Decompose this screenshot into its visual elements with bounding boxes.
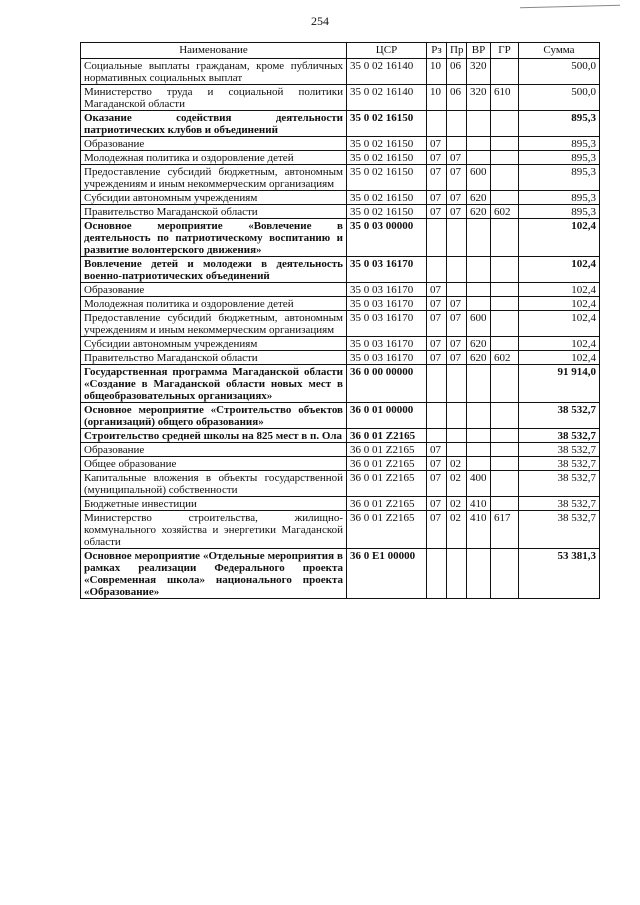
cell-csr: 35 0 02 16150 (347, 165, 427, 191)
cell-csr: 36 0 01 Z2165 (347, 457, 427, 471)
table-row (81, 443, 600, 457)
cell-pr: 07 (447, 311, 467, 337)
cell-csr: 35 0 02 16140 (347, 59, 427, 85)
cell-vr: 600 (467, 311, 491, 337)
cell-rz (427, 365, 447, 403)
cell-csr: 36 0 00 00000 (347, 365, 427, 403)
cell-rz: 10 (427, 59, 447, 85)
table-row (81, 257, 600, 283)
cell-vr (467, 137, 491, 151)
page-number: 254 (311, 14, 329, 28)
header-name: Наименование (81, 43, 347, 59)
cell-name: Министерство труда и социальной политики Магаданской области (81, 85, 347, 111)
table-row (81, 351, 600, 365)
cell-csr: 35 0 02 16150 (347, 205, 427, 219)
cell-sum: 895,3 (519, 151, 600, 165)
cell-pr: 06 (447, 85, 467, 111)
cell-pr (447, 403, 467, 429)
cell-sum: 53 381,3 (519, 549, 600, 599)
cell-name: Предоставление субсидий бюджетным, автономным учреждениям и иным некоммерческим организациям (81, 165, 347, 191)
cell-name: Социальные выплаты гражданам, кроме публичных нормативных социальных выплат (81, 59, 347, 85)
cell-pr: 07 (447, 165, 467, 191)
cell-rz: 07 (427, 337, 447, 351)
cell-csr: 36 0 01 Z2165 (347, 511, 427, 549)
cell-csr: 35 0 02 16150 (347, 111, 427, 137)
cell-sum: 38 532,7 (519, 403, 600, 429)
cell-csr: 35 0 02 16150 (347, 191, 427, 205)
cell-name: Основное мероприятие «Строительство объектов (организаций) общего образования» (81, 403, 347, 429)
cell-pr (447, 443, 467, 457)
budget-table (80, 42, 600, 599)
cell-name: Основное мероприятие «Отдельные мероприятия в рамках реализации Федерального проекта «Современная школа» национального проекта «Образование» (81, 549, 347, 599)
cell-vr (467, 457, 491, 471)
table-row (81, 297, 600, 311)
header-vr: ВР (467, 43, 491, 59)
cell-vr (467, 429, 491, 443)
scan-artifact-line (520, 5, 620, 9)
cell-vr (467, 365, 491, 403)
cell-gr: 617 (491, 511, 519, 549)
cell-rz: 07 (427, 311, 447, 337)
cell-gr (491, 457, 519, 471)
cell-gr (491, 137, 519, 151)
table-row (81, 283, 600, 297)
cell-csr: 35 0 03 16170 (347, 351, 427, 365)
table-row (81, 365, 600, 403)
cell-sum: 102,4 (519, 257, 600, 283)
cell-rz: 07 (427, 351, 447, 365)
cell-sum: 38 532,7 (519, 457, 600, 471)
cell-rz: 07 (427, 511, 447, 549)
cell-name: Капитальные вложения в объекты государственной (муниципальной) собственности (81, 471, 347, 497)
cell-name: Субсидии автономным учреждениям (81, 191, 347, 205)
cell-gr (491, 165, 519, 191)
cell-csr: 35 0 02 16150 (347, 137, 427, 151)
cell-rz (427, 549, 447, 599)
cell-gr (491, 59, 519, 85)
header-sum: Сумма (519, 43, 600, 59)
cell-rz: 07 (427, 137, 447, 151)
header-csr: ЦСР (347, 43, 427, 59)
cell-pr: 07 (447, 205, 467, 219)
cell-gr (491, 365, 519, 403)
table-row (81, 219, 600, 257)
cell-pr: 07 (447, 151, 467, 165)
table-row (81, 191, 600, 205)
cell-vr (467, 403, 491, 429)
cell-sum: 102,4 (519, 337, 600, 351)
table-row (81, 429, 600, 443)
cell-pr (447, 137, 467, 151)
table-row (81, 511, 600, 549)
cell-vr: 620 (467, 205, 491, 219)
cell-sum: 102,4 (519, 297, 600, 311)
cell-vr (467, 111, 491, 137)
cell-pr (447, 283, 467, 297)
cell-rz: 07 (427, 283, 447, 297)
cell-pr (447, 257, 467, 283)
cell-name: Образование (81, 283, 347, 297)
cell-name: Вовлечение детей и молодежи в деятельность военно-патриотических объединений (81, 257, 347, 283)
cell-name: Правительство Магаданской области (81, 205, 347, 219)
table-row (81, 337, 600, 351)
cell-gr (491, 297, 519, 311)
cell-vr: 620 (467, 351, 491, 365)
header-rz: Рз (427, 43, 447, 59)
cell-pr: 07 (447, 351, 467, 365)
cell-rz (427, 257, 447, 283)
cell-gr (491, 497, 519, 511)
cell-vr (467, 283, 491, 297)
cell-name: Образование (81, 137, 347, 151)
cell-sum: 102,4 (519, 283, 600, 297)
table-row (81, 403, 600, 429)
table-row (81, 165, 600, 191)
cell-sum: 38 532,7 (519, 511, 600, 549)
cell-rz: 07 (427, 497, 447, 511)
table-row (81, 137, 600, 151)
cell-vr (467, 549, 491, 599)
cell-name: Образование (81, 443, 347, 457)
table-row (81, 111, 600, 137)
cell-gr (491, 283, 519, 297)
cell-vr: 410 (467, 497, 491, 511)
cell-pr: 07 (447, 191, 467, 205)
cell-name: Основное мероприятие «Вовлечение в деятельность по патриотическому воспитанию и развитие волонтерского движения» (81, 219, 347, 257)
cell-pr (447, 549, 467, 599)
cell-sum: 895,3 (519, 137, 600, 151)
cell-sum: 38 532,7 (519, 443, 600, 457)
table-row (81, 497, 600, 511)
cell-name: Предоставление субсидий бюджетным, автономным учреждениям и иным некоммерческим организациям (81, 311, 347, 337)
cell-csr: 35 0 03 00000 (347, 219, 427, 257)
cell-sum: 895,3 (519, 191, 600, 205)
cell-name: Государственная программа Магаданской области «Создание в Магаданской области новых мест в общеобразовательных организациях» (81, 365, 347, 403)
cell-rz: 07 (427, 457, 447, 471)
cell-csr: 36 0 01 00000 (347, 403, 427, 429)
cell-pr (447, 219, 467, 257)
cell-csr: 35 0 03 16170 (347, 297, 427, 311)
cell-vr (467, 257, 491, 283)
cell-gr (491, 219, 519, 257)
cell-csr: 36 0 E1 00000 (347, 549, 427, 599)
cell-gr: 602 (491, 351, 519, 365)
cell-sum: 102,4 (519, 219, 600, 257)
cell-rz: 07 (427, 151, 447, 165)
cell-csr: 35 0 02 16150 (347, 151, 427, 165)
cell-sum: 500,0 (519, 85, 600, 111)
cell-vr (467, 297, 491, 311)
cell-gr (491, 311, 519, 337)
cell-rz: 07 (427, 205, 447, 219)
cell-gr: 610 (491, 85, 519, 111)
cell-csr: 35 0 03 16170 (347, 257, 427, 283)
cell-name: Строительство средней школы на 825 мест в п. Ола (81, 429, 347, 443)
cell-sum: 102,4 (519, 351, 600, 365)
cell-sum: 895,3 (519, 111, 600, 137)
cell-vr: 620 (467, 191, 491, 205)
cell-rz: 07 (427, 443, 447, 457)
cell-rz: 07 (427, 297, 447, 311)
cell-pr: 02 (447, 511, 467, 549)
cell-name: Молодежная политика и оздоровление детей (81, 151, 347, 165)
header-gr: ГР (491, 43, 519, 59)
cell-pr: 07 (447, 337, 467, 351)
cell-csr: 35 0 03 16170 (347, 337, 427, 351)
cell-pr: 06 (447, 59, 467, 85)
cell-sum: 38 532,7 (519, 471, 600, 497)
cell-vr: 600 (467, 165, 491, 191)
cell-sum: 38 532,7 (519, 429, 600, 443)
cell-rz: 07 (427, 165, 447, 191)
cell-name: Оказание содействия деятельности патриотических клубов и объединений (81, 111, 347, 137)
cell-gr (491, 429, 519, 443)
cell-gr (491, 111, 519, 137)
cell-sum: 91 914,0 (519, 365, 600, 403)
cell-pr: 02 (447, 497, 467, 511)
cell-sum: 500,0 (519, 59, 600, 85)
table-header-row (81, 43, 600, 59)
cell-vr (467, 443, 491, 457)
cell-gr (491, 151, 519, 165)
cell-csr: 35 0 03 16170 (347, 311, 427, 337)
cell-gr (491, 549, 519, 599)
cell-vr: 320 (467, 85, 491, 111)
cell-pr (447, 365, 467, 403)
cell-pr: 07 (447, 297, 467, 311)
cell-pr (447, 429, 467, 443)
table-row (81, 205, 600, 219)
cell-csr: 36 0 01 Z2165 (347, 443, 427, 457)
cell-gr (491, 337, 519, 351)
cell-gr (491, 471, 519, 497)
cell-csr: 36 0 01 Z2165 (347, 471, 427, 497)
table-row (81, 151, 600, 165)
cell-rz (427, 429, 447, 443)
cell-vr: 620 (467, 337, 491, 351)
cell-csr: 35 0 02 16140 (347, 85, 427, 111)
cell-rz (427, 403, 447, 429)
cell-sum: 102,4 (519, 311, 600, 337)
header-pr: Пр (447, 43, 467, 59)
cell-name: Общее образование (81, 457, 347, 471)
cell-vr (467, 219, 491, 257)
table-body (81, 59, 600, 599)
cell-sum: 38 532,7 (519, 497, 600, 511)
cell-sum: 895,3 (519, 165, 600, 191)
cell-rz: 10 (427, 85, 447, 111)
cell-gr (491, 403, 519, 429)
cell-pr: 02 (447, 471, 467, 497)
cell-csr: 36 0 01 Z2165 (347, 497, 427, 511)
cell-gr: 602 (491, 205, 519, 219)
cell-rz (427, 219, 447, 257)
cell-gr (491, 191, 519, 205)
cell-name: Бюджетные инвестиции (81, 497, 347, 511)
cell-rz (427, 111, 447, 137)
cell-pr (447, 111, 467, 137)
cell-csr: 35 0 03 16170 (347, 283, 427, 297)
cell-rz: 07 (427, 471, 447, 497)
cell-name: Субсидии автономным учреждениям (81, 337, 347, 351)
table-row (81, 457, 600, 471)
cell-name: Молодежная политика и оздоровление детей (81, 297, 347, 311)
table-row (81, 85, 600, 111)
table-row (81, 311, 600, 337)
cell-name: Правительство Магаданской области (81, 351, 347, 365)
cell-vr: 400 (467, 471, 491, 497)
cell-gr (491, 257, 519, 283)
table-row (81, 59, 600, 85)
cell-vr (467, 151, 491, 165)
cell-csr: 36 0 01 Z2165 (347, 429, 427, 443)
cell-rz: 07 (427, 191, 447, 205)
cell-vr: 320 (467, 59, 491, 85)
cell-pr: 02 (447, 457, 467, 471)
cell-name: Министерство строительства, жилищно-коммунального хозяйства и энергетики Магаданской области (81, 511, 347, 549)
cell-vr: 410 (467, 511, 491, 549)
table-row (81, 549, 600, 599)
cell-sum: 895,3 (519, 205, 600, 219)
table-row (81, 471, 600, 497)
cell-gr (491, 443, 519, 457)
